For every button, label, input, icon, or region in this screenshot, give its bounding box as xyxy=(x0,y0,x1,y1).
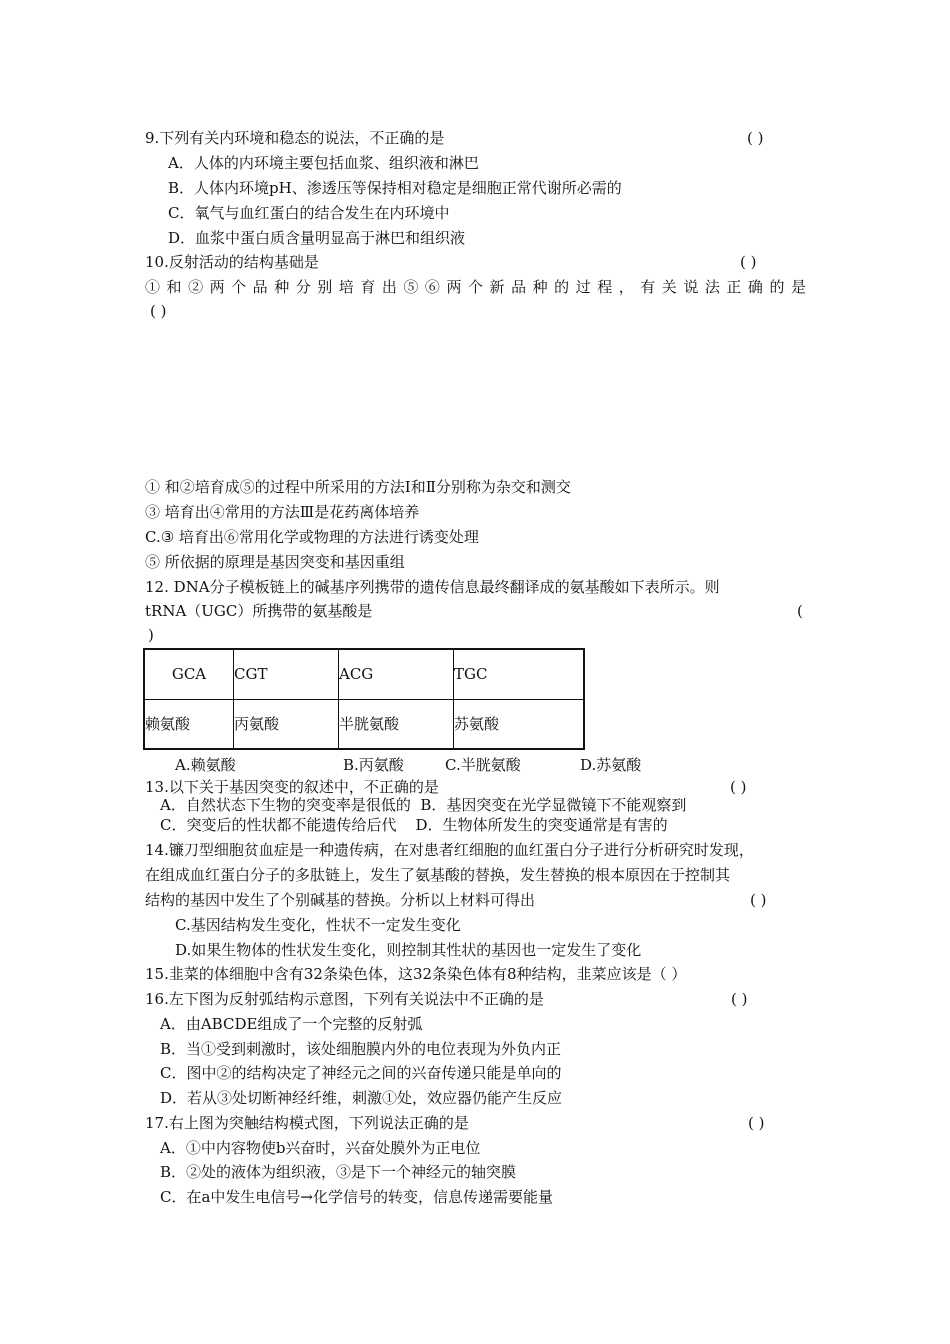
q16-stem: 16.左下图为反射弧结构示意图，下列有关说法中不正确的是 xyxy=(145,990,544,1008)
q17-option-b: B．②处的液体为组织液，③是下一个神经元的轴突膜 xyxy=(160,1163,517,1181)
q11-option-2: ③ 培育出④常用的方法Ⅲ是花药离体培养 xyxy=(145,503,420,521)
codon-cell: TGC xyxy=(454,649,585,699)
q9-answer-paren: ( ) xyxy=(747,129,764,147)
q17-option-c: C．在a中发生电信号→化学信号的转变，信息传递需要能量 xyxy=(160,1188,553,1206)
q14-line3: 结构的基因中发生了个别碱基的替换。分析以上材料可得出 xyxy=(145,891,536,909)
q12-option-d: D.苏氨酸 xyxy=(580,756,642,774)
q11-option-4: ⑤ 所依据的原理是基因突变和基因重组 xyxy=(145,553,405,571)
q12-option-b: B.丙氨酸 xyxy=(343,756,404,774)
q11-option-1: ① 和②培育成⑤的过程中所采用的方法Ⅰ和Ⅱ分别称为杂交和测交 xyxy=(145,478,571,496)
q11-answer-paren: ( ) xyxy=(150,302,167,320)
q16-option-c: C．图中②的结构决定了神经元之间的兴奋传递只能是单向的 xyxy=(160,1064,562,1082)
amino-acid-row xyxy=(144,699,584,749)
q12-option-a: A.赖氨酸 xyxy=(175,756,236,774)
q13-stem: 13.以下关于基因突变的叙述中，不正确的是 xyxy=(145,778,439,796)
q9-option-b: B．人体内环境pH、渗透压等保持相对稳定是细胞正常代谢所必需的 xyxy=(168,179,622,197)
q12-paren-open: ( xyxy=(797,602,803,620)
codon-cell: ACG xyxy=(339,649,454,699)
q16-option-a: A．由ABCDE组成了一个完整的反射弧 xyxy=(160,1015,423,1033)
q17-stem: 17.右上图为突触结构模式图，下列说法正确的是 xyxy=(145,1114,469,1132)
q10-stem: 10.反射活动的结构基础是 xyxy=(145,253,319,271)
q14-answer-paren: ( ) xyxy=(750,891,767,909)
q12-options xyxy=(0,755,950,777)
q11-stem: ① 和 ② 两 个 品 种 分 别 培 育 出 ⑤ ⑥ 两 个 新 品 种 的 过 程 ， 有 关 说 法 正 确 的 是 xyxy=(145,278,806,296)
q13-answer-paren: ( ) xyxy=(730,778,747,796)
q12-paren-close: ) xyxy=(148,626,154,644)
q16-option-b: B．当①受到刺激时，该处细胞膜内外的电位表现为外负内正 xyxy=(160,1040,562,1058)
amino-acid-cell: 赖氨酸 xyxy=(144,699,234,749)
q9-option-c: C．氧气与血红蛋白的结合发生在内环境中 xyxy=(168,204,450,222)
codon-table xyxy=(143,648,585,750)
q14-option-d: D.如果生物体的性状发生变化，则控制其性状的基因也一定发生了变化 xyxy=(175,941,642,959)
codon-cell: GCA xyxy=(144,649,234,699)
q10-answer-paren: ( ) xyxy=(740,253,757,271)
q14-option-c: C.基因结构发生变化，性状不一定发生变化 xyxy=(175,916,461,934)
q13-options-row1: A．自然状态下生物的突变率是很低的 B．基因突变在光学显微镜下不能观察到 xyxy=(160,796,687,814)
q9-option-d: D．血浆中蛋白质含量明显高于淋巴和组织液 xyxy=(168,229,466,247)
q17-option-a: A．①中内容物使b兴奋时，兴奋处膜外为正电位 xyxy=(160,1139,481,1157)
amino-acid-cell: 半胱氨酸 xyxy=(339,699,454,749)
q12-option-c: C.半胱氨酸 xyxy=(445,756,521,774)
codon-cell: CGT xyxy=(234,649,339,699)
q14-line2: 在组成血红蛋白分子的多肽链上，发生了氨基酸的替换，发生替换的根本原因在于控制其 xyxy=(145,866,731,884)
amino-acid-cell: 苏氨酸 xyxy=(454,699,585,749)
amino-acid-cell: 丙氨酸 xyxy=(234,699,339,749)
codon-row xyxy=(144,649,584,699)
q13-options-row2: C．突变后的性状都不能遗传给后代 D．生物体所发生的突变通常是有害的 xyxy=(160,816,668,834)
q16-answer-paren: ( ) xyxy=(731,990,748,1008)
q9-option-a: A．人体的内环境主要包括血浆、组织液和淋巴 xyxy=(168,154,479,172)
q15-stem: 15.韭菜的体细胞中含有32条染色体，这32条染色体有8种结构，韭菜应该是（ ） xyxy=(145,965,687,983)
q14-line1: 14.镰刀型细胞贫血症是一种遗传病，在对患者红细胞的血红蛋白分子进行分析研究时发现， xyxy=(145,841,754,859)
q12-stem-line1: 12. DNA分子模板链上的碱基序列携带的遗传信息最终翻译成的氨基酸如下表所示。则 xyxy=(145,578,720,596)
q16-option-d: D．若从③处切断神经纤维，刺激①处，效应器仍能产生反应 xyxy=(160,1089,563,1107)
q11-option-3: C.③ 培育出⑥常用化学或物理的方法进行诱变处理 xyxy=(145,528,479,546)
q12-stem-line2: tRNA（UGC）所携带的氨基酸是 xyxy=(145,602,373,620)
q9-stem: 9.下列有关内环境和稳态的说法，不正确的是 xyxy=(145,129,445,147)
q17-answer-paren: ( ) xyxy=(748,1114,765,1132)
